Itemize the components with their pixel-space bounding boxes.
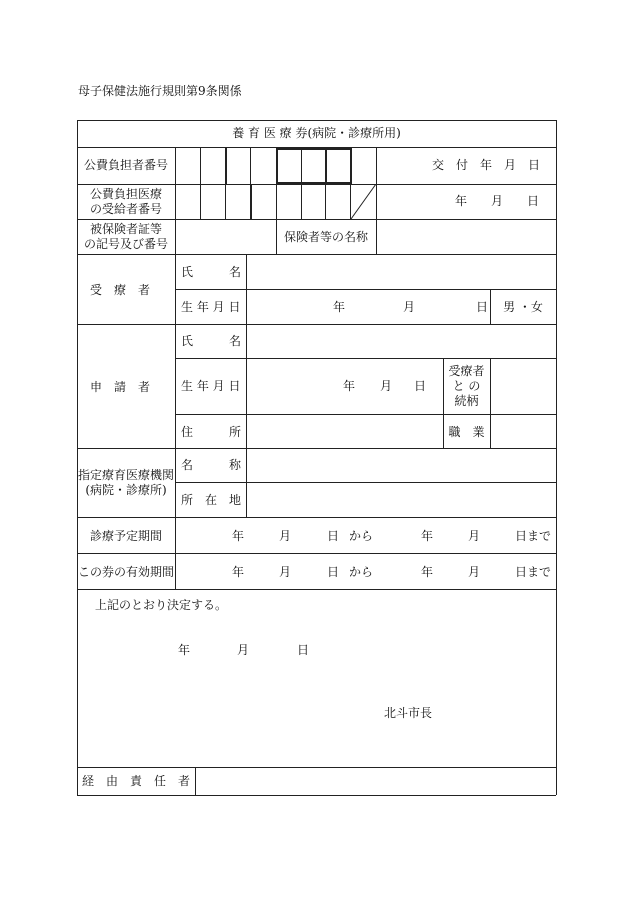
- applicant-dob-day: 日: [414, 379, 427, 393]
- validity-until: 日まで: [515, 565, 552, 579]
- insured-label-1: 被保険者証等: [89, 222, 162, 236]
- decision-day: 日: [297, 643, 310, 657]
- validity-day: 日: [327, 565, 340, 579]
- patient-dob-day: 日: [476, 300, 489, 314]
- treatment-day: 日: [327, 529, 340, 543]
- validity-month: 月: [279, 565, 292, 579]
- applicant-name-label: 氏 名: [181, 334, 242, 348]
- patient-dob-month: 月: [403, 300, 416, 314]
- mayor-signature: 北斗市長: [384, 706, 433, 720]
- occupation-label: 職 業: [448, 425, 485, 439]
- sex-label: 男 ・女: [503, 300, 543, 314]
- patient-dob-year: 年: [333, 300, 346, 314]
- treatment-month: 月: [279, 529, 292, 543]
- treatment-period-label: 診療予定期間: [89, 529, 162, 543]
- applicant-dob-label: 生 年 月 日: [181, 379, 241, 393]
- insured-label-2: の記号及び番号: [83, 237, 168, 251]
- applicant-section-label: 申 請 者: [90, 380, 151, 394]
- treatment-until: 日まで: [515, 529, 552, 543]
- institution-name-label: 名 称: [181, 458, 242, 472]
- validity-year: 年: [232, 565, 245, 579]
- treatment-year: 年: [232, 529, 245, 543]
- applicant-dob-month: 月: [380, 379, 393, 393]
- validity-from: から: [349, 565, 374, 579]
- diagonal-slash: [350, 184, 377, 220]
- payer-number-label: 公費負担者番号: [83, 158, 168, 172]
- institution-label-2: (病院・診療所): [85, 483, 167, 497]
- institution-label-1: 指定療育医療機関: [77, 468, 174, 482]
- treatment-from: から: [349, 529, 374, 543]
- decision-year: 年: [178, 643, 191, 657]
- validity-period-label: この券の有効期間: [77, 565, 174, 579]
- relation-label-2: と の: [452, 379, 481, 393]
- responsible-person-label: 経 由 責 任 者: [81, 774, 190, 788]
- decision-text: 上記のとおり決定する。: [95, 598, 228, 612]
- treatment-year-2: 年: [421, 529, 434, 543]
- decision-month: 月: [237, 643, 250, 657]
- treatment-month-2: 月: [468, 529, 481, 543]
- relation-label-3: 続柄: [454, 394, 479, 408]
- patient-section-label: 受 療 者: [90, 283, 151, 297]
- patient-name-label: 氏 名: [181, 265, 242, 279]
- form-title: 養 育 医 療 券(病院・診療所用): [232, 126, 401, 140]
- applicant-address-label: 住 所: [181, 425, 242, 439]
- recipient-date-label: 年 月 日: [455, 194, 540, 208]
- recipient-number-label-1: 公費負担医療: [89, 187, 162, 201]
- patient-dob-label: 生 年 月 日: [181, 300, 241, 314]
- applicant-dob-year: 年: [343, 379, 356, 393]
- validity-year-2: 年: [421, 565, 434, 579]
- regulation-reference: 母子保健法施行規則第9条関係: [78, 84, 242, 98]
- issue-date-label: 交 付 年 月 日: [432, 158, 541, 172]
- recipient-number-label-2: の受給者番号: [89, 202, 162, 216]
- relation-label-1: 受療者: [448, 364, 485, 378]
- validity-month-2: 月: [468, 565, 481, 579]
- insurer-name-label: 保険者等の名称: [283, 230, 368, 244]
- institution-location-label: 所 在 地: [181, 493, 242, 507]
